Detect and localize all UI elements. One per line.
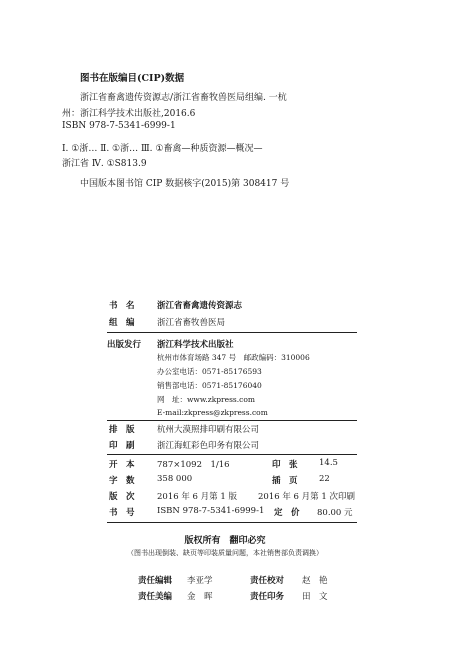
edition-label: 版 次: [109, 492, 135, 502]
staff-editor-value: 李亚学: [187, 576, 213, 586]
publisher-name: 浙江科学技术出版社: [157, 340, 234, 350]
sheets-value: 14.5: [319, 458, 338, 468]
cip-line-2: 州：浙江科学技术出版社,2016.6: [62, 109, 196, 119]
cip-line-1: 浙江省畜禽遗传资源志/浙江省畜牧兽医局组编. 一杭: [80, 93, 287, 103]
format-label: 开 本: [109, 460, 135, 470]
staff-proofreader-value: 赵 艳: [302, 576, 328, 586]
divider: [107, 522, 357, 523]
format-value: 787×1092 1/16: [157, 460, 230, 470]
copyright-note: （图书出现倒装、缺页等印装质量问题，本社销售部负责调换）: [127, 549, 323, 557]
staff-editor-label: 责任编辑: [138, 576, 173, 586]
divider: [107, 332, 357, 333]
publisher-email: E-mail:zkpress@zkpress.com: [157, 408, 268, 417]
printer-label: 印 刷: [109, 441, 135, 451]
publisher-label: 出版发行: [107, 340, 142, 350]
plates-value: 22: [319, 474, 330, 484]
publisher-sales-phone: 销售部电话：0571-85176040: [157, 381, 262, 390]
printer-value: 浙江海虹彩色印务有限公司: [157, 441, 260, 451]
price-label: 定 价: [274, 508, 300, 518]
book-editor-value: 浙江省畜牧兽医局: [157, 318, 226, 328]
cip-line-3: ISBN 978-7-5341-6999-1: [62, 121, 176, 131]
book-editor-label: 组 编: [109, 318, 135, 328]
copyright-title: 版权所有 翻印必究: [184, 536, 266, 546]
plates-label: 插 页: [272, 476, 298, 486]
typeset-value: 杭州大漠照排印刷有限公司: [157, 425, 260, 435]
book-title-value: 浙江省畜禽遗传资源志: [157, 301, 243, 311]
typeset-label: 排 版: [109, 425, 135, 435]
book-title-label: 书 名: [109, 301, 135, 311]
publisher-address: 杭州市体育场路 347 号 邮政编码：310006: [157, 353, 310, 362]
cip-line-4: Ⅰ. ①浙… Ⅱ. ①浙… Ⅲ. ①畜禽—种质资源—概况—: [62, 144, 263, 154]
word-count-label: 字 数: [109, 476, 135, 486]
isbn-label: 书 号: [109, 508, 135, 518]
staff-designer-value: 金 晖: [187, 592, 213, 602]
cip-cataloging-number: 中国版本图书馆 CIP 数据核字(2015)第 308417 号: [80, 179, 290, 189]
cip-line-5: 浙江省 Ⅳ. ①S813.9: [62, 159, 147, 169]
sheets-label: 印 张: [272, 460, 298, 470]
edition-value: 2016 年 6 月第 1 版: [157, 492, 237, 502]
staff-print-manager-label: 责任印务: [250, 592, 285, 602]
isbn-value: ISBN 978-7-5341-6999-1: [157, 506, 265, 516]
divider: [107, 454, 357, 455]
publisher-office-phone: 办公室电话：0571-85176593: [157, 367, 262, 376]
printing-value: 2016 年 6 月第 1 次印刷: [258, 492, 355, 502]
staff-proofreader-label: 责任校对: [250, 576, 285, 586]
cip-heading: 图书在版编目(CIP)数据: [80, 73, 185, 84]
staff-print-manager-value: 田 文: [302, 592, 328, 602]
staff-designer-label: 责任美编: [138, 592, 173, 602]
word-count-value: 358 000: [157, 474, 193, 484]
publisher-website: 网 址：www.zkpress.com: [157, 395, 255, 404]
price-value: 80.00 元: [317, 508, 353, 518]
divider: [107, 420, 357, 421]
